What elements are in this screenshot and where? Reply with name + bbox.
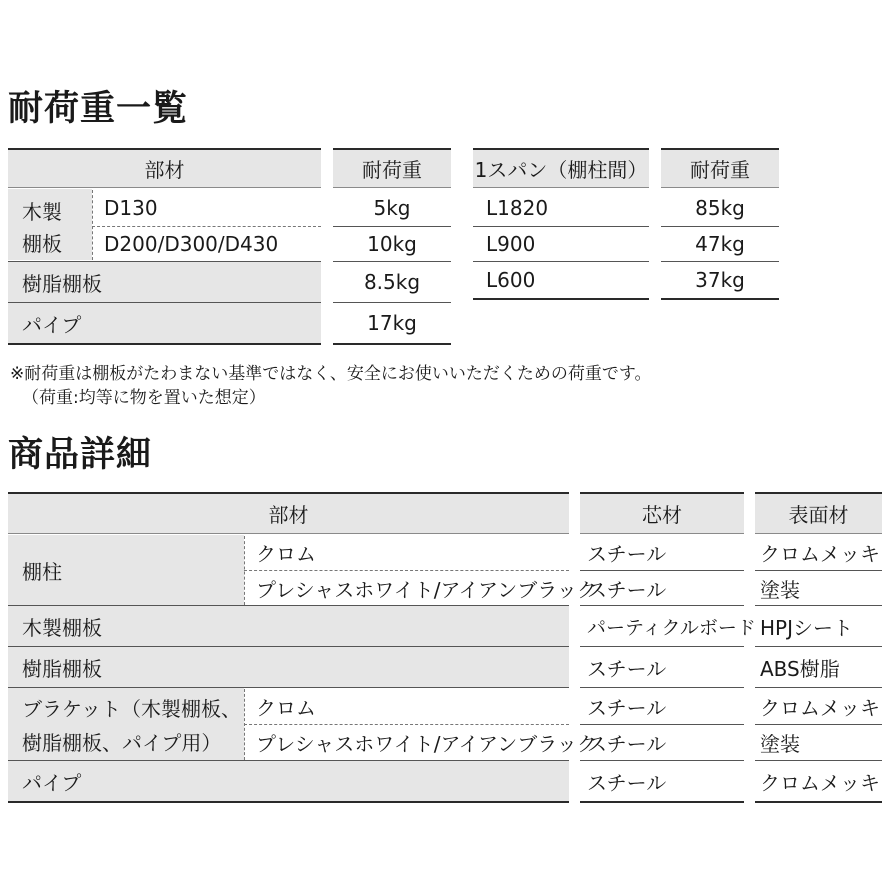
wood-group-line2: 棚板 <box>22 231 62 256</box>
span-l600-load: 37kg <box>695 268 745 292</box>
pipe-detail-label: パイプ <box>22 770 82 795</box>
load-note-sub: （荷重:均等に物を置いた想定） <box>22 388 266 408</box>
pillar-painted-label: プレシャスホワイト/アイアンブラック <box>256 577 597 602</box>
pillar-chrome-surface: クロムメッキ <box>760 541 880 566</box>
table-bottom-border <box>755 801 882 803</box>
bracket-painted-label: プレシャスホワイト/アイアンブラック <box>256 732 597 756</box>
pillar-group-label: 棚柱 <box>22 559 62 584</box>
wood-group-divider <box>92 190 93 260</box>
resin-detail-label: 樹脂棚板 <box>22 656 102 681</box>
wood-group-line1: 木製 <box>22 199 62 224</box>
table-bottom-border <box>8 343 321 345</box>
bracket-chrome-surface: クロムメッキ <box>760 695 880 720</box>
table-bottom-border <box>661 298 779 300</box>
resin-shelf-label: 樹脂棚板 <box>22 271 102 296</box>
wood-shelf-label: 木製棚板 <box>22 615 102 640</box>
wood-d130-load: 5kg <box>373 196 411 220</box>
pillar-chrome-core: スチール <box>587 541 667 566</box>
resin-detail-surface: ABS樹脂 <box>760 656 840 681</box>
bracket-painted-surface: 塗装 <box>760 732 800 756</box>
bracket-chrome-core: スチール <box>587 695 667 720</box>
table-bottom-border <box>473 298 649 300</box>
bracket-painted-core: スチール <box>587 732 667 756</box>
wood-shelf-surface: HPJシート <box>760 615 853 640</box>
detail-section-title: 商品詳細 <box>8 435 153 475</box>
resin-detail-core: スチール <box>587 656 667 681</box>
pillar-chrome-label: クロム <box>256 541 316 566</box>
span-l900: L900 <box>486 232 536 256</box>
wood-d130-label: D130 <box>104 196 158 220</box>
bracket-group-line1: ブラケット（木製棚板、 <box>22 696 241 721</box>
pipe-label: パイプ <box>22 312 82 337</box>
bracket-chrome-label: クロム <box>256 695 316 720</box>
load-note: ※耐荷重は棚板がたわまない基準ではなく、安全にお使いいただくための荷重です。 <box>10 364 652 384</box>
span-l600: L600 <box>486 268 536 292</box>
span-l1820: L1820 <box>486 196 549 220</box>
table-bottom-border <box>8 801 569 803</box>
span-l900-load: 47kg <box>695 232 745 256</box>
span-load-header: 耐荷重 <box>661 148 779 188</box>
table-bottom-border <box>333 343 451 345</box>
pillar-painted-core: スチール <box>587 577 667 602</box>
wood-d200-load: 10kg <box>367 232 417 256</box>
surface-header: 表面材 <box>755 492 882 534</box>
span-header: 1スパン（棚柱間） <box>473 148 649 188</box>
load-section-title: 耐荷重一覧 <box>8 89 189 129</box>
load-header: 耐荷重 <box>333 148 451 188</box>
wood-shelf-core: パーティクルボード <box>587 616 756 639</box>
pipe-detail-core: スチール <box>587 770 667 795</box>
pipe-detail-surface: クロムメッキ <box>760 770 880 795</box>
bracket-group-line2: 樹脂棚板、パイプ用） <box>22 730 222 755</box>
detail-member-header: 部材 <box>8 492 569 534</box>
span-l1820-load: 85kg <box>695 196 745 220</box>
pillar-painted-surface: 塗装 <box>760 577 800 602</box>
pipe-load: 17kg <box>367 311 417 335</box>
member-header: 部材 <box>8 148 321 188</box>
table-bottom-border <box>580 801 744 803</box>
wood-d200-label: D200/D300/D430 <box>104 232 279 256</box>
core-header: 芯材 <box>580 492 744 534</box>
resin-shelf-load: 8.5kg <box>363 270 421 294</box>
